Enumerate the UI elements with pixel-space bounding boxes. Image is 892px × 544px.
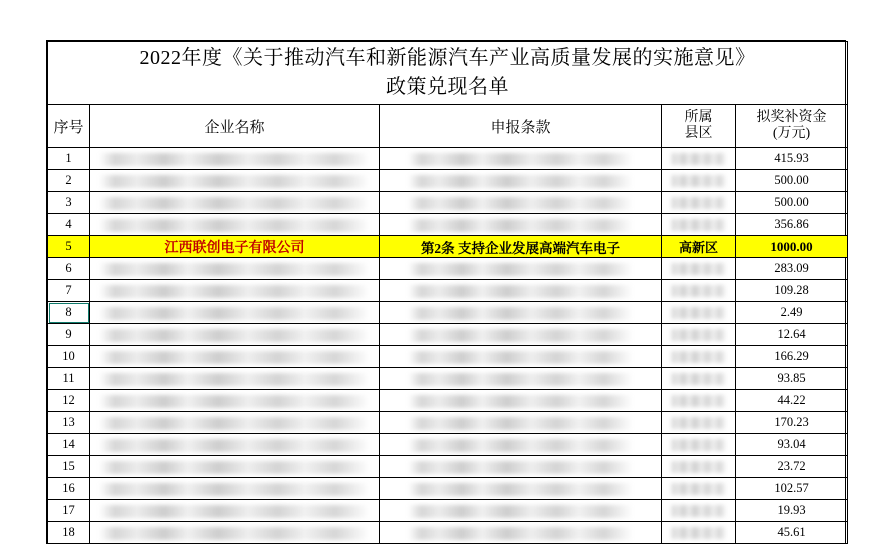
redacted-text xyxy=(670,417,727,429)
table-row[interactable] xyxy=(48,214,848,236)
cell-amount-text: 93.04 xyxy=(777,437,806,451)
table-row[interactable] xyxy=(48,302,848,324)
cell-district[interactable] xyxy=(662,346,736,368)
cell-terms[interactable] xyxy=(380,434,662,456)
cell-amount-text: 45.61 xyxy=(777,525,806,539)
cell-amount[interactable] xyxy=(736,368,848,390)
cell-amount-text: 93.85 xyxy=(777,371,806,385)
table-row[interactable] xyxy=(48,324,848,346)
cell-district[interactable] xyxy=(662,434,736,456)
redacted-text xyxy=(408,175,633,188)
cell-amount-text: 283.09 xyxy=(774,261,809,275)
cell-district[interactable] xyxy=(662,170,736,192)
redacted-text xyxy=(670,483,727,495)
cell-district[interactable] xyxy=(662,236,736,258)
cell-seq[interactable]: 2 xyxy=(48,170,90,192)
column-header-company: 企业名称 xyxy=(90,105,380,148)
cell-company[interactable] xyxy=(90,280,380,302)
cell-seq[interactable]: 8 xyxy=(48,302,90,324)
cell-amount[interactable] xyxy=(736,324,848,346)
redacted-text xyxy=(408,285,633,298)
table-row[interactable] xyxy=(48,280,848,302)
redacted-text xyxy=(408,263,633,276)
redacted-text xyxy=(99,285,371,298)
redacted-text xyxy=(670,505,727,517)
cell-terms[interactable] xyxy=(380,280,662,302)
redacted-text xyxy=(99,219,371,232)
cell-district[interactable] xyxy=(662,148,736,170)
redacted-text xyxy=(670,175,727,187)
cell-district[interactable] xyxy=(662,390,736,412)
table-row[interactable] xyxy=(48,236,848,258)
table-row[interactable] xyxy=(48,192,848,214)
redacted-text xyxy=(99,505,371,518)
table-row[interactable] xyxy=(48,478,848,500)
cell-seq[interactable]: 15 xyxy=(48,456,90,478)
redacted-text xyxy=(408,351,633,364)
cell-amount[interactable] xyxy=(736,236,848,258)
cell-seq[interactable]: 17 xyxy=(48,500,90,522)
redacted-text xyxy=(99,483,371,496)
table-row[interactable] xyxy=(48,368,848,390)
cell-district[interactable] xyxy=(662,368,736,390)
redacted-text xyxy=(99,175,371,188)
redacted-text xyxy=(99,439,371,452)
redacted-text xyxy=(408,395,633,408)
cell-amount[interactable] xyxy=(736,148,848,170)
redacted-text xyxy=(99,461,371,474)
redacted-text xyxy=(408,219,633,232)
cell-district[interactable] xyxy=(662,522,736,544)
cell-terms[interactable] xyxy=(380,368,662,390)
column-header-terms: 申报条款 xyxy=(380,105,662,148)
table-row[interactable] xyxy=(48,522,848,544)
redacted-text xyxy=(408,197,633,210)
cell-terms[interactable] xyxy=(380,324,662,346)
cell-seq[interactable]: 5 xyxy=(48,236,90,258)
cell-amount-text: 170.23 xyxy=(774,415,809,429)
cell-amount[interactable] xyxy=(736,214,848,236)
cell-company[interactable] xyxy=(90,192,380,214)
redacted-text xyxy=(99,307,371,320)
cell-company[interactable] xyxy=(90,214,380,236)
redacted-text xyxy=(670,351,727,363)
document-title-line-2: 政策兑现名单 xyxy=(386,76,510,98)
cell-amount-text: 109.28 xyxy=(774,283,809,297)
cell-seq[interactable]: 4 xyxy=(48,214,90,236)
table-row[interactable] xyxy=(48,500,848,522)
cell-terms[interactable] xyxy=(380,192,662,214)
cell-terms[interactable] xyxy=(380,148,662,170)
cell-amount-text: 102.57 xyxy=(774,481,809,495)
redacted-text xyxy=(99,527,371,540)
cell-amount-text: 415.93 xyxy=(774,151,809,165)
redacted-text xyxy=(408,329,633,342)
cell-company[interactable] xyxy=(90,478,380,500)
cell-company[interactable] xyxy=(90,236,380,258)
cell-terms[interactable] xyxy=(380,258,662,280)
column-header-amount xyxy=(736,105,848,148)
cell-company[interactable] xyxy=(90,148,380,170)
cell-amount[interactable] xyxy=(736,302,848,324)
cell-seq[interactable]: 18 xyxy=(48,522,90,544)
cell-terms[interactable] xyxy=(380,302,662,324)
redacted-text xyxy=(408,483,633,496)
cell-amount-text: 166.29 xyxy=(774,349,809,363)
redacted-text xyxy=(99,153,371,166)
cell-terms[interactable] xyxy=(380,478,662,500)
cell-company[interactable] xyxy=(90,456,380,478)
cell-amount[interactable] xyxy=(736,192,848,214)
cell-company[interactable] xyxy=(90,434,380,456)
redacted-text xyxy=(99,197,371,210)
redacted-text xyxy=(670,461,727,473)
redacted-text xyxy=(99,417,371,430)
table-row[interactable] xyxy=(48,412,848,434)
cell-district[interactable] xyxy=(662,192,736,214)
table-row[interactable] xyxy=(48,170,848,192)
table-row[interactable] xyxy=(48,258,848,280)
cell-district-text: 高新区 xyxy=(678,240,718,255)
cell-seq[interactable]: 6 xyxy=(48,258,90,280)
cell-district[interactable] xyxy=(662,412,736,434)
redacted-text xyxy=(670,197,727,209)
table-row[interactable] xyxy=(48,434,848,456)
redacted-text xyxy=(99,373,371,386)
cell-district[interactable] xyxy=(662,478,736,500)
cell-amount[interactable] xyxy=(736,456,848,478)
cell-terms[interactable] xyxy=(380,500,662,522)
redacted-text xyxy=(670,395,727,407)
table-row[interactable] xyxy=(48,346,848,368)
cell-terms[interactable] xyxy=(380,236,662,258)
cell-seq[interactable]: 9 xyxy=(48,324,90,346)
cell-district[interactable] xyxy=(662,258,736,280)
cell-seq[interactable]: 7 xyxy=(48,280,90,302)
cell-company[interactable] xyxy=(90,522,380,544)
cell-district[interactable] xyxy=(662,324,736,346)
redacted-text xyxy=(670,527,727,539)
cell-district[interactable] xyxy=(662,302,736,324)
cell-company[interactable] xyxy=(90,258,380,280)
redacted-text xyxy=(670,263,727,275)
cell-amount[interactable] xyxy=(736,500,848,522)
cell-amount-text: 500.00 xyxy=(774,173,809,187)
cell-amount[interactable] xyxy=(736,280,848,302)
cell-terms[interactable] xyxy=(380,170,662,192)
document-title-line-1: 2022年度《关于推动汽车和新能源汽车产业高质量发展的实施意见》 xyxy=(139,47,756,69)
cell-amount-text: 356.86 xyxy=(774,217,809,231)
cell-company[interactable] xyxy=(90,390,380,412)
column-header-amount-line-1: 拟奖补资金 xyxy=(756,109,827,125)
cell-company-text: 江西联创电子有限公司 xyxy=(164,240,305,256)
cell-amount[interactable] xyxy=(736,346,848,368)
column-header-amount-line-2: (万元) xyxy=(772,126,811,141)
redacted-text xyxy=(99,351,371,364)
redacted-text xyxy=(408,307,633,320)
cell-terms[interactable] xyxy=(380,214,662,236)
cell-amount-text: 1000.00 xyxy=(770,238,813,254)
cell-terms[interactable] xyxy=(380,346,662,368)
cell-district[interactable] xyxy=(662,456,736,478)
cell-terms-text: 第2条 支持企业发展高端汽车电子 xyxy=(420,240,621,256)
cell-amount[interactable] xyxy=(736,412,848,434)
table-title-row xyxy=(48,42,848,105)
cell-seq[interactable]: 14 xyxy=(48,434,90,456)
cell-amount-text: 44.22 xyxy=(777,393,806,407)
cell-amount[interactable] xyxy=(736,390,848,412)
redacted-text xyxy=(670,219,727,231)
redacted-text xyxy=(408,439,633,452)
column-header-district-line-2: 县区 xyxy=(684,126,713,141)
cell-amount[interactable] xyxy=(736,478,848,500)
redacted-text xyxy=(670,439,727,451)
cell-terms[interactable] xyxy=(380,412,662,434)
cell-amount[interactable] xyxy=(736,434,848,456)
cell-seq[interactable]: 3 xyxy=(48,192,90,214)
cell-seq[interactable]: 12 xyxy=(48,390,90,412)
table-row[interactable] xyxy=(48,456,848,478)
cell-company[interactable] xyxy=(90,500,380,522)
cell-terms[interactable] xyxy=(380,390,662,412)
column-header-district xyxy=(662,105,736,148)
redacted-text xyxy=(670,373,727,385)
table-row[interactable] xyxy=(48,390,848,412)
cell-terms[interactable] xyxy=(380,522,662,544)
cell-district[interactable] xyxy=(662,500,736,522)
redacted-text xyxy=(408,417,633,430)
cell-amount-text: 2.49 xyxy=(780,305,803,319)
cell-amount-text: 12.64 xyxy=(777,327,806,341)
cell-seq[interactable]: 10 xyxy=(48,346,90,368)
redacted-text xyxy=(99,395,371,408)
cell-seq[interactable]: 16 xyxy=(48,478,90,500)
redacted-text xyxy=(408,153,633,166)
redacted-text xyxy=(408,373,633,386)
cell-seq[interactable]: 11 xyxy=(48,368,90,390)
redacted-text xyxy=(408,505,633,518)
cell-district[interactable] xyxy=(662,214,736,236)
cell-company[interactable] xyxy=(90,302,380,324)
policy-list-sheet xyxy=(46,40,846,544)
cell-amount-text: 19.93 xyxy=(777,503,806,517)
redacted-text xyxy=(408,527,633,540)
cell-amount-text: 500.00 xyxy=(774,195,809,209)
policy-list-table xyxy=(47,41,848,544)
column-header-district-line-1: 所属 xyxy=(684,109,713,125)
redacted-text xyxy=(99,329,371,342)
table-header-row xyxy=(48,105,848,148)
cell-company[interactable] xyxy=(90,324,380,346)
cell-company[interactable] xyxy=(90,368,380,390)
cell-district[interactable] xyxy=(662,280,736,302)
cell-seq[interactable]: 13 xyxy=(48,412,90,434)
redacted-text xyxy=(670,329,727,341)
cell-company[interactable] xyxy=(90,346,380,368)
cell-seq[interactable]: 1 xyxy=(48,148,90,170)
redacted-text xyxy=(408,461,633,474)
cell-amount[interactable] xyxy=(736,522,848,544)
redacted-text xyxy=(670,285,727,297)
cell-company[interactable] xyxy=(90,170,380,192)
cell-company[interactable] xyxy=(90,412,380,434)
cell-amount[interactable] xyxy=(736,170,848,192)
redacted-text xyxy=(670,307,727,319)
document-title xyxy=(48,42,848,105)
cell-amount[interactable] xyxy=(736,258,848,280)
cell-amount-text: 23.72 xyxy=(777,459,806,473)
redacted-text xyxy=(99,263,371,276)
table-row[interactable] xyxy=(48,148,848,170)
redacted-text xyxy=(670,153,727,165)
column-header-seq: 序号 xyxy=(48,105,90,148)
cell-terms[interactable] xyxy=(380,456,662,478)
